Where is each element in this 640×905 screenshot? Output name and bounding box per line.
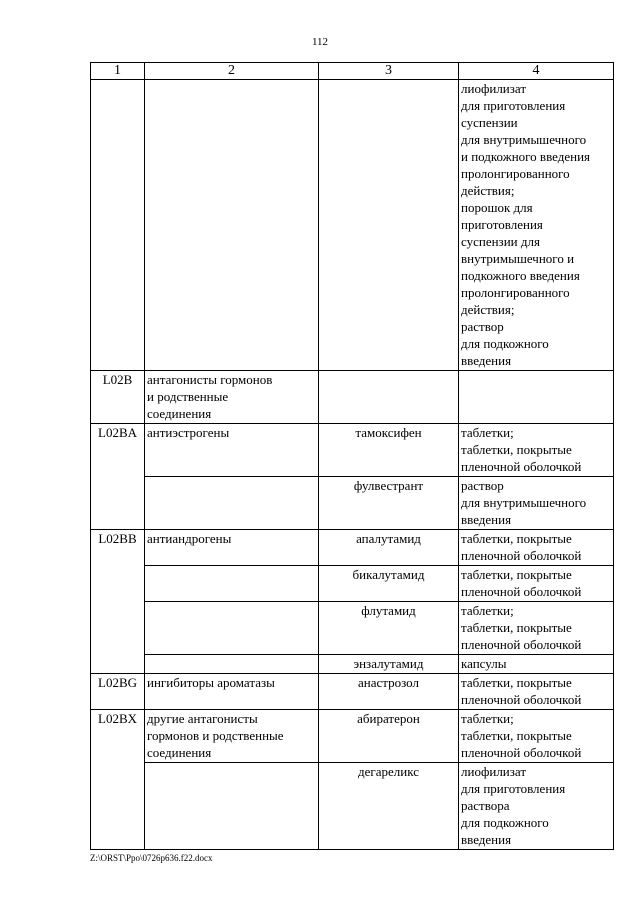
group-cell: ингибиторы ароматазы [145,674,319,710]
group-cell: антиандрогены [145,530,319,566]
table-row [91,566,614,602]
table-row [91,674,614,710]
dosage-form-cell: лиофилизат для приготовления раствора для подкожного введения [459,763,614,850]
table-row [91,477,614,530]
atc-code-cell: L02BG [91,674,145,710]
table-row [91,530,614,566]
table-row [91,763,614,850]
group-cell: антиэстрогены [145,424,319,477]
table-row [91,80,614,371]
group-cell [145,80,319,371]
atc-code-cell: L02BA [91,424,145,530]
dosage-form-cell: капсулы [459,655,614,674]
atc-code-cell: L02B [91,371,145,424]
drug-cell: апалутамид [319,530,459,566]
group-cell [145,763,319,850]
drug-cell: бикалутамид [319,566,459,602]
table-row [91,655,614,674]
drug-cell: дегареликс [319,763,459,850]
table-row [91,710,614,763]
table-row [91,602,614,655]
drug-cell: энзалутамид [319,655,459,674]
dosage-form-cell: таблетки, покрытые пленочной оболочкой [459,674,614,710]
column-header-3: 3 [319,63,459,80]
drug-cell: флутамид [319,602,459,655]
dosage-form-cell: таблетки, покрытые пленочной оболочкой [459,530,614,566]
column-header-2: 2 [145,63,319,80]
table-header-row [91,63,614,80]
group-cell [145,566,319,602]
group-cell: другие антагонисты гормонов и родственные соединения [145,710,319,763]
dosage-form-cell: таблетки, покрытые пленочной оболочкой [459,566,614,602]
group-cell: антагонисты гормонов и родственные соединения [145,371,319,424]
dosage-form-cell: таблетки; таблетки, покрытые пленочной оболочкой [459,424,614,477]
drug-cell: анастрозол [319,674,459,710]
drug-cell [319,80,459,371]
dosage-form-cell: раствор для внутримышечного введения [459,477,614,530]
dosage-form-cell: таблетки; таблетки, покрытые пленочной оболочкой [459,710,614,763]
dosage-form-cell: лиофилизат для приготовления суспензии для внутримышечного и подкожного введения пролонгированного действия; порошок для приготовления суспензии для внутримышечного и подкожного введения пролонгированного действия; раствор для подкожного введения [459,80,614,371]
drug-cell: фулвестрант [319,477,459,530]
document-file-path: Z:\ORST\Ppo\0726p636.f22.docx [90,853,213,863]
column-header-4: 4 [459,63,614,80]
table-row [91,371,614,424]
group-cell [145,602,319,655]
table-row [91,424,614,477]
atc-code-cell: L02BB [91,530,145,674]
dosage-form-cell: таблетки; таблетки, покрытые пленочной оболочкой [459,602,614,655]
drug-table [90,62,614,850]
drug-cell: тамоксифен [319,424,459,477]
group-cell [145,477,319,530]
drug-cell: абиратерон [319,710,459,763]
group-cell [145,655,319,674]
atc-code-cell: L02BX [91,710,145,850]
dosage-form-cell [459,371,614,424]
page-number: 112 [311,36,329,48]
drug-cell [319,371,459,424]
column-header-1: 1 [91,63,145,80]
atc-code-cell [91,80,145,371]
